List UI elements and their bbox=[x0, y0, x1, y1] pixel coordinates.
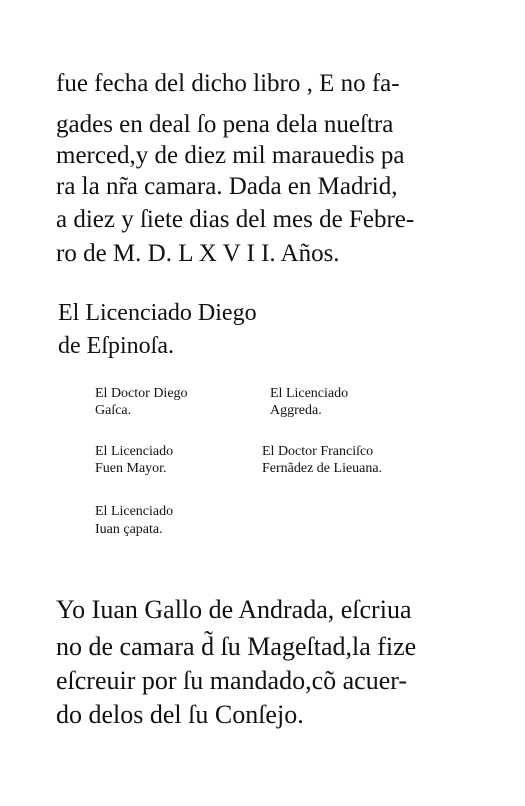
signatory-title: El Licenciado bbox=[95, 504, 174, 519]
text-line: merced,y de diez mil marauedis pa bbox=[56, 142, 405, 169]
signatory-surname: Fernãdez de Lieuana. bbox=[262, 461, 383, 476]
text-line: Yo Iuan Gallo de Andrada, eſcriua bbox=[56, 595, 412, 624]
text-line: ra la nr̃a camara. Dada en Madrid, bbox=[56, 173, 398, 200]
signatory-surname: de Eſpinoſa. bbox=[58, 333, 174, 359]
text-line: ro de M. D. L X V I I. Años. bbox=[56, 240, 340, 267]
signatory-name: El Licenciado Diego bbox=[58, 300, 257, 326]
signatory-title: El Doctor Franciſco bbox=[262, 444, 374, 459]
text-line: eſcreuir por ſu mandado,cõ acuer- bbox=[56, 666, 408, 695]
signatory-title: El Licenciado bbox=[95, 444, 174, 459]
signatory-surname: Iuan çapata. bbox=[95, 522, 163, 537]
signatory-title: El Licenciado bbox=[270, 386, 349, 401]
text-line: fue fecha del dicho libro , E no fa- bbox=[56, 70, 400, 97]
signatory-title: El Doctor Diego bbox=[95, 386, 188, 401]
text-line: do delos del ſu Conſejo. bbox=[56, 700, 304, 729]
signatory-surname: Gaſca. bbox=[95, 403, 132, 418]
signatory-surname: Fuen Mayor. bbox=[95, 461, 167, 476]
text-line: no de camara d̃ ſu Mageſtad,la fize bbox=[56, 632, 417, 661]
signatory-surname: Aggreda. bbox=[270, 403, 322, 418]
text-line: gades en deal ſo pena dela nueſtra bbox=[56, 111, 394, 138]
text-line: a diez y ſiete dias del mes de Febre- bbox=[56, 206, 415, 233]
